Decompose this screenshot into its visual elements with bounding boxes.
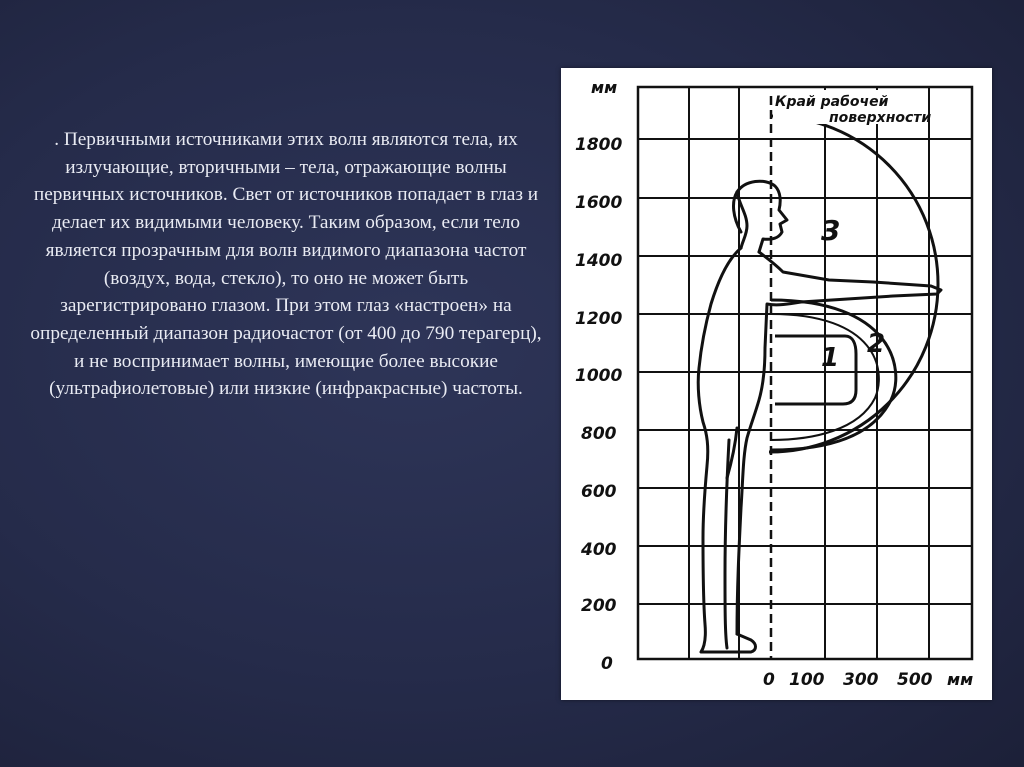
slide-paragraph: . Первичными источниками этих волн являются тела, их излучающие, вторичными – тела, отражающие волны первичных источников. Свет от источников попадает в глаз и делает их видимыми человеку. Таким образом, если тело является прозрачным для волн видимого диапазона частот (воздух, вода, стекло), то оно не может быть зарегистрировано глазом. При этом глаз «настроен» на определенный диапазон радиочастот (от 400 до 790 терагерц), и не воспринимает волны, имеющие более высокие (ультрафиолетовые) или низкие (инфракрасные) частоты. (30, 129, 542, 400)
edge-label-line2: поверхности (829, 110, 932, 126)
y-tick-1000: 1000 (575, 366, 623, 386)
y-tick-200: 200 (581, 596, 617, 616)
y-axis-unit: мм (591, 78, 618, 97)
human-figure (698, 181, 941, 652)
ergonomics-figure (561, 68, 992, 700)
zone-label-2: 2 (867, 329, 886, 359)
y-tick-600: 600 (581, 482, 617, 502)
zone-1-box (775, 336, 856, 404)
y-tick-1800: 1800 (575, 135, 623, 155)
ergonomics-diagram (561, 68, 992, 700)
y-tick-1400: 1400 (575, 251, 623, 271)
x-axis-unit: мм (947, 670, 974, 689)
x-tick-500: 500 (897, 670, 933, 690)
x-tick-100: 100 (789, 670, 825, 690)
y-tick-1600: 1600 (575, 193, 623, 213)
zone-label-1: 1 (821, 343, 840, 373)
diagram-grid (638, 87, 972, 659)
y-tick-1200: 1200 (575, 309, 623, 329)
x-tick-0: 0 (763, 670, 775, 690)
edge-label-line1: Край рабочей (775, 94, 889, 110)
x-tick-300: 300 (843, 670, 879, 690)
zone-label-3: 3 (821, 214, 841, 247)
y-tick-400: 400 (581, 540, 617, 560)
y-tick-0: 0 (601, 654, 613, 674)
x-axis-labels (763, 670, 973, 690)
y-tick-800: 800 (581, 424, 617, 444)
y-axis-labels (575, 78, 622, 674)
